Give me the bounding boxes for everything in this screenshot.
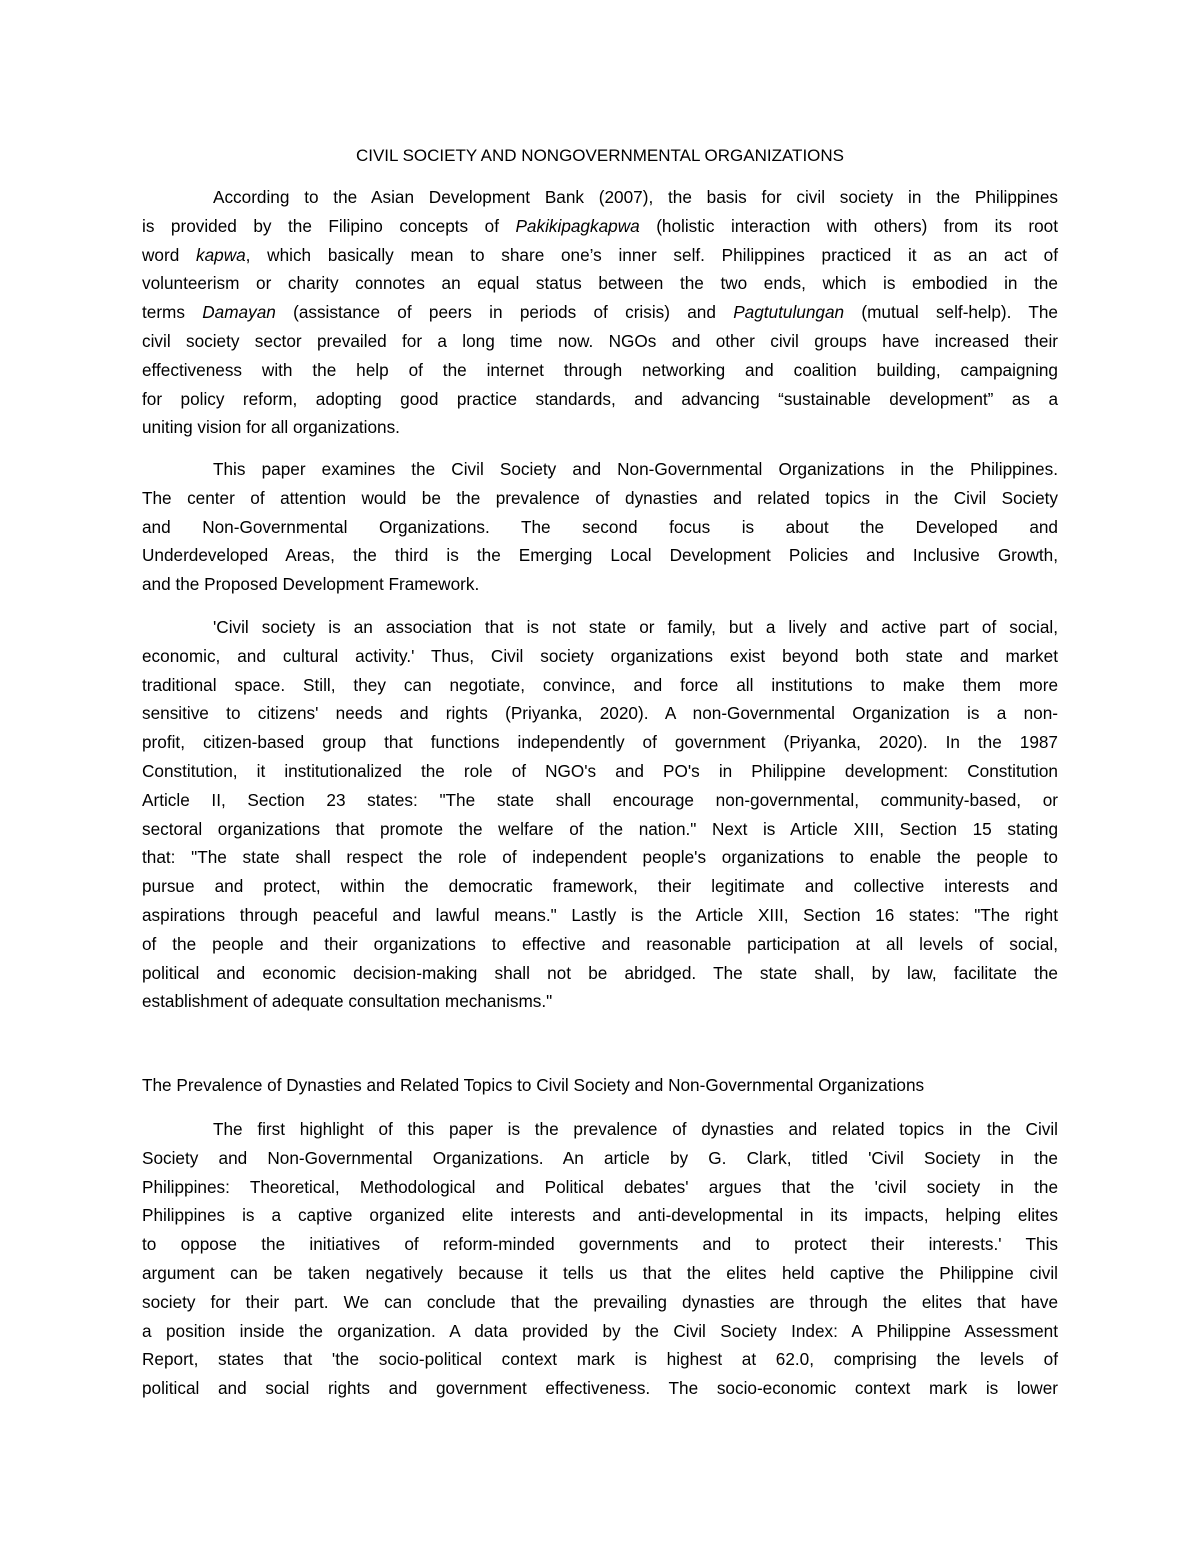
- text-line: 'Civil society is an association that is not state or family, but a lively and active part of social,: [213, 617, 1058, 637]
- text-line: sectoral organizations that promote the welfare of the nation." Next is Article XIII, Section 15 stating: [142, 818, 1058, 839]
- italic-term: Damayan: [202, 302, 276, 323]
- text-line: aspirations through peaceful and lawful means." Lastly is the Article XIII, Section 16 states: "The right: [142, 904, 1058, 925]
- text-line: terms Damayan (assistance of peers in periods of crisis) and Pagtutulungan (mutual self-help). The: [142, 302, 1058, 323]
- text-line: Article II, Section 23 states: "The state shall encourage non-governmental, community-based, or: [142, 789, 1058, 810]
- text-line: Philippines is a captive organized elite interests and anti-developmental in its impacts, helping elites: [142, 1205, 1058, 1226]
- text-line: Report, states that 'the socio-political context mark is highest at 62.0, comprising the levels of: [142, 1349, 1058, 1370]
- text-line: effectiveness with the help of the internet through networking and coalition building, campaigning: [142, 359, 1058, 380]
- document-title: CIVIL SOCIETY AND NONGOVERNMENTAL ORGANIZATIONS: [355, 146, 845, 165]
- text-line: The first highlight of this paper is the prevalence of dynasties and related topics in the Civil: [213, 1119, 1058, 1139]
- text-line: The center of attention would be the prevalence of dynasties and related topics in the Civil Society: [142, 487, 1058, 508]
- text-line: Society and Non-Governmental Organizations. An article by G. Clark, titled 'Civil Society in the: [142, 1147, 1058, 1168]
- text-line: Constitution, it institutionalized the role of NGO's and PO's in Philippine development: Constitution: [142, 760, 1058, 781]
- text-line: is provided by the Filipino concepts of Pakikipagkapwa (holistic interaction with others) from its root: [142, 215, 1058, 236]
- text-line: Underdeveloped Areas, the third is the Emerging Local Development Policies and Inclusive Growth,: [142, 545, 1058, 566]
- paragraph-paper-overview: [142, 455, 1058, 599]
- text-line: establishment of adequate consultation mechanisms.": [142, 991, 553, 1012]
- text-line: Philippines: Theoretical, Methodological and Political debates' argues that the 'civil society in the: [142, 1176, 1058, 1197]
- text-line: and Non-Governmental Organizations. The second focus is about the Developed and: [142, 516, 1058, 537]
- text-line: society for their part. We can conclude that the prevailing dynasties are through the elites that have: [142, 1291, 1058, 1312]
- document-page: [142, 0, 1058, 1553]
- text-line: a position inside the organization. A data provided by the Civil Society Index: A Philippine Assessment: [142, 1320, 1058, 1341]
- text-line: uniting vision for all organizations.: [142, 417, 400, 438]
- text-line: and the Proposed Development Framework.: [142, 574, 480, 595]
- text-line: to oppose the initiatives of reform-minded governments and to protect their interests.' This: [142, 1234, 1058, 1255]
- section-heading: The Prevalence of Dynasties and Related Topics to Civil Society and Non-Governmental Organizations: [142, 1075, 925, 1095]
- text-line: word kapwa, which basically mean to share one’s inner self. Philippines practiced it as an act of: [142, 244, 1059, 265]
- paragraph-civil-society-definition: [142, 613, 1058, 1016]
- italic-term: kapwa: [195, 244, 246, 265]
- text-line: civil society sector prevailed for a long time now. NGOs and other civil groups have increased their: [142, 330, 1058, 351]
- text-line: pursue and protect, within the democratic framework, their legitimate and collective interests and: [142, 876, 1058, 897]
- text-line: sensitive to citizens' needs and rights (Priyanka, 2020). A non-Governmental Organization is a non-: [142, 703, 1058, 724]
- text-line: traditional space. Still, they can negotiate, convince, and force all institutions to make them more: [142, 674, 1058, 695]
- italic-term: Pakikipagkapwa: [515, 215, 640, 236]
- text-line: economic, and cultural activity.' Thus, Civil society organizations exist beyond both state and market: [142, 645, 1058, 666]
- text-line: political and economic decision-making shall not be abridged. The state shall, by law, facilitate the: [142, 962, 1058, 983]
- paragraph-dynasties: [142, 1115, 1058, 1403]
- paragraph-adb-civil-society: [142, 183, 1058, 442]
- text-line: According to the Asian Development Bank (2007), the basis for civil society in the Philippines: [213, 187, 1058, 207]
- text-line: political and social rights and government effectiveness. The socio-economic context mark is lower: [142, 1378, 1058, 1399]
- text-line: that: "The state shall respect the role of independent people's organizations to enable the people to: [142, 847, 1058, 868]
- text-line: profit, citizen-based group that functions independently of government (Priyanka, 2020). In the 1987: [142, 732, 1058, 753]
- text-line: argument can be taken negatively because it tells us that the elites held captive the Philippine civil: [142, 1262, 1058, 1283]
- text-line: volunteerism or charity connotes an equal status between the two ends, which is embodied in the: [142, 273, 1058, 294]
- italic-term: Pagtutulungan: [733, 302, 845, 323]
- text-line: for policy reform, adopting good practice standards, and advancing “sustainable development” as a: [142, 388, 1058, 409]
- text-line: of the people and their organizations to effective and reasonable participation at all levels of social,: [142, 933, 1058, 954]
- text-line: This paper examines the Civil Society and Non-Governmental Organizations in the Philippines.: [213, 459, 1058, 479]
